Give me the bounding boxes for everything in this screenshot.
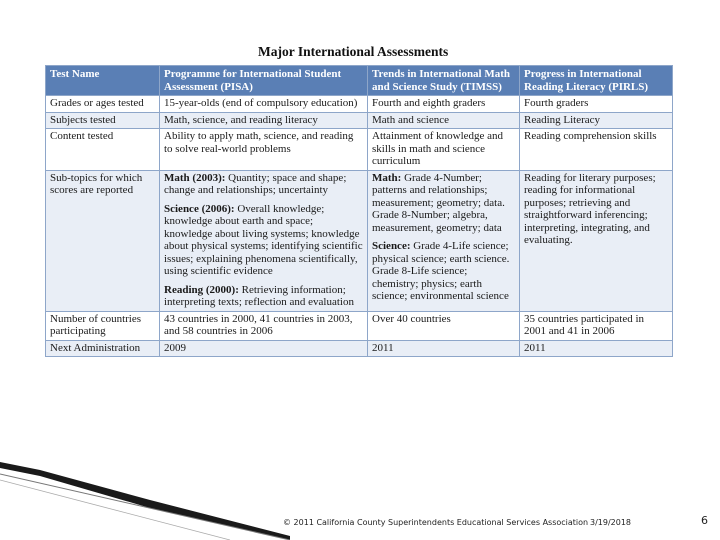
- header-cell: Progress in International Reading Literacy (PIRLS): [520, 66, 673, 96]
- table-cell: Ability to apply math, science, and reading to solve real-world problems: [160, 129, 368, 171]
- decorative-swoosh: [0, 460, 290, 540]
- table-cell: Attainment of knowledge and skills in math and science curriculum: [368, 129, 520, 171]
- table-cell: Content tested: [46, 129, 160, 171]
- table-cell: Number of countries participating: [46, 311, 160, 340]
- footer-date: 3/19/2018: [590, 518, 632, 527]
- table-cell: Reading for literary purposes; reading for informational purposes; retrieving and straightforward inferencing; interpreting, integrating, and evaluating.: [520, 170, 673, 311]
- table-cell: Fourth and eighth graders: [368, 96, 520, 113]
- table-cell: 2009: [160, 340, 368, 357]
- table-header-row: [46, 66, 673, 96]
- pisa-subtopics-cell: [160, 170, 368, 311]
- table-cell: 35 countries participated in 2001 and 41 in 2006: [520, 311, 673, 340]
- table-cell: Reading comprehension skills: [520, 129, 673, 171]
- table-cell: Grades or ages tested: [46, 96, 160, 113]
- table-row: [46, 112, 673, 129]
- page-number: 6: [701, 514, 708, 527]
- table-cell: Sub-topics for which scores are reported: [46, 170, 160, 311]
- subtopic-entry: [372, 172, 515, 235]
- subtopic-text: Overall knowledge; knowledge about earth and space; knowledge about living systems; knowledge about physical systems; identifying scientific issues; explaining phenomena scientifically, using scientific evidence: [164, 202, 363, 277]
- table-cell: Next Administration: [46, 340, 160, 357]
- table-row: [46, 96, 673, 113]
- subtopic-entry: [164, 203, 363, 278]
- table-row: [46, 129, 673, 171]
- subtopic-label: Math:: [372, 171, 402, 184]
- header-cell: Test Name: [46, 66, 160, 96]
- subtopic-label: Science (2006):: [164, 202, 235, 215]
- table-row: [46, 170, 673, 311]
- table-cell: Math and science: [368, 112, 520, 129]
- timss-subtopics-cell: [368, 170, 520, 311]
- header-cell: Trends in International Math and Science Study (TIMSS): [368, 66, 520, 96]
- table-cell: Reading Literacy: [520, 112, 673, 129]
- assessments-table: [45, 65, 673, 357]
- subtopic-text: Retrieving information; interpreting texts; reflection and evaluation: [164, 283, 354, 308]
- table-row: [46, 311, 673, 340]
- table-cell: 2011: [520, 340, 673, 357]
- subtopic-text: Grade 4-Number; patterns and relationships; measurement; geometry; data. Grade 8-Number; algebra, measurement, geometry; data: [372, 171, 505, 234]
- table-row: [46, 340, 673, 357]
- table-cell: Over 40 countries: [368, 311, 520, 340]
- slide-title: Major International Assessments: [258, 44, 449, 59]
- table-cell: 2011: [368, 340, 520, 357]
- subtopic-text: Quantity; space and shape; change and relationships; uncertainty: [164, 171, 347, 196]
- table-cell: Fourth graders: [520, 96, 673, 113]
- subtopic-label: Reading (2000):: [164, 283, 239, 296]
- subtopic-label: Math (2003):: [164, 171, 226, 184]
- subtopic-entry: [372, 240, 515, 303]
- table-cell: Math, science, and reading literacy: [160, 112, 368, 129]
- subtopic-text: Grade 4-Life science; physical science; earth science. Grade 8-Life science; chemistry; physics; earth science; environmental science: [372, 240, 510, 302]
- footer-copyright: © 2011 California County Superintendents Educational Services Association: [283, 518, 589, 527]
- subtopic-entry: [164, 284, 363, 309]
- table-cell: 43 countries in 2000, 41 countries in 2003, and 58 countries in 2006: [160, 311, 368, 340]
- header-cell: Programme for International Student Assessment (PISA): [160, 66, 368, 96]
- subtopic-label: Science:: [372, 240, 411, 252]
- subtopic-entry: [164, 172, 363, 197]
- table-cell: Subjects tested: [46, 112, 160, 129]
- table-cell: 15-year-olds (end of compulsory education): [160, 96, 368, 113]
